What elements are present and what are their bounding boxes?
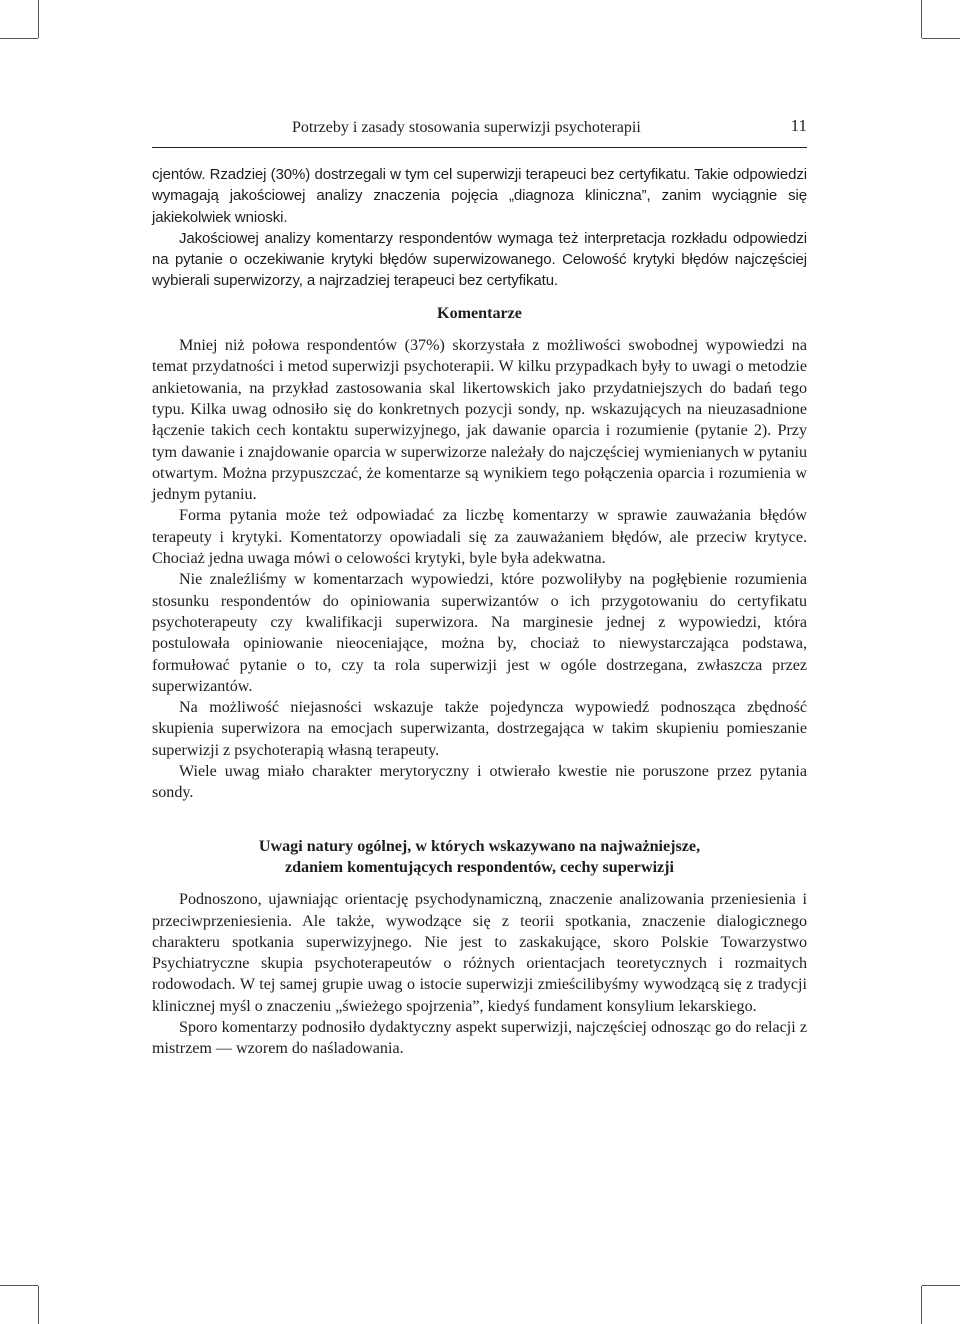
section-heading-uwagi-line-1: Uwagi natury ogólnej, w których wskazywano na najważniejsze, [258,837,701,855]
paragraph-2: Jakościowej analizy komentarzy respondentów wymaga też interpretacja rozkładu odpowiedzi na pytanie o oczekiwanie krytyki błędów superwizowanego. Celowość krytyki błędów najczęściej wybierali superwizorzy, a najrzadziej terapeuci bez certyfikatu. [152,229,807,290]
paragraph-5: Nie znaleźliśmy w komentarzach wypowiedzi, które pozwoliłyby na pogłębienie rozumienia stosunku respondentów do opiniowania superwizantów o ich przygotowaniu do certyfikatu psychoterapeuty czy kwalifikacji superwizora. Na marginesie jednej z wypowiedzi, która postulowała opiniowanie nieoceniające, można by, chociaż to niewystarczająca podstawa, formułować pytanie o to, czy ta rola superwizji jest w ogóle dostrzegana, zwłaszcza przez superwizantów. [152,571,807,695]
paragraph-4: Forma pytania może też odpowiadać za liczbę komentarzy w sprawie zauważania błędów terapeuty i krytyki. Komentatorzy opowiadali się za zauważaniem błędów, ale przeciw krytyce. Chociaż jedna uwaga mówi o celowości krytyki, byle była adekwatna. [152,507,807,568]
crop-mark-top-right [921,0,922,38]
paragraph-6: Na możliwość niejasności wskazuje także pojedyncza wypowiedź podnosząca zbędność skupienia superwizora na emocjach superwizanta, dostrzegająca w takim skupieniu pomieszanie superwizji z psychoterapią własną terapeuty. [152,699,807,759]
crop-mark-top-left [38,0,39,38]
paragraph-9: Sporo komentarzy podnosiło dydaktyczny aspekt superwizji, najczęściej odnosząc go do relacji z mistrzem — wzorem do naśladowania. [152,1018,807,1058]
crop-mark-bottom-right-horizontal [922,1285,960,1286]
paragraph-7: Wiele uwag miało charakter merytoryczny i otwierało kwestie nie poruszone przez pytania sondy. [152,763,807,802]
page-number: 11 [790,116,807,135]
crop-mark-top-left-horizontal [0,38,38,39]
page-body [152,164,807,1060]
running-title: Potrzeby i zasady stosowania superwizji psychoterapii [292,119,641,136]
crop-mark-bottom-left-horizontal [0,1285,38,1286]
page-header [152,116,807,140]
section-heading-uwagi [152,836,807,879]
paragraph-3: Mniej niż połowa respondentów (37%) skorzystała z możliwości swobodnej wypowiedzi na temat przydatności i metod superwizji psychoterapii. W kilku przypadkach były to uwagi o metodzie ankietowania, na przykład zastosowania skal likertowskich jako przydatniejszych do badań tego typu. Kilka uwag odnosiło się do konkretnych pozycji sondy, np. wskazujących na nieuzasadnione łączenie takich cech kontaktu superwizyjnego, jak dawanie oparcia i rozumienie (pytanie 2). Przy tym dawanie i znajdowanie oparcia w superwizorze należały do najczęściej wymienianych w pytaniu otwartym. Można przypuszczać, że komentarze są wynikiem tego połączenia oparcia i rozumienia w jednym pytaniu. [152,337,807,504]
crop-mark-top-right-horizontal [922,38,960,39]
section-heading-komentarze: Komentarze [437,304,522,322]
crop-mark-bottom-left [38,1286,39,1324]
paragraph-1: cjentów. Rzadziej (30%) dostrzegali w tym cel superwizji terapeuci bez certyfikatu. Takie odpowiedzi wymagają jakościowej analizy znaczenia pojęcia „diagnoza kliniczna”, zanim wyciągnie się jakiekolwiek wnioski. [152,166,807,226]
header-rule [152,147,807,148]
paragraph-8: Podnoszono, ujawniając orientację psychodynamiczną, znaczenie analizowania przeniesienia i przeciwprzeniesienia. Ale także, wywodzące się z teorii spotkania, znaczenie dialogicznego charakteru spotkania superwizyjnego. Nie jest to zaskakujące, skoro Polskie Towarzystwo Psychiatryczne skupia psychoterapeutów o różnych orientacjach teoretycznych i rozmaitych rodowodach. W tej samej grupie uwag o istocie superwizji zmieścilibyśmy wywodzącą się z tradycji klinicznej myśl o znaczeniu „świeżego spojrzenia”, kiedyś fundament konsylium lekarskiego. [152,891,807,1015]
crop-mark-bottom-right [921,1286,922,1324]
section-heading-uwagi-line-2: zdaniem komentujących respondentów, cechy superwizji [284,858,675,876]
